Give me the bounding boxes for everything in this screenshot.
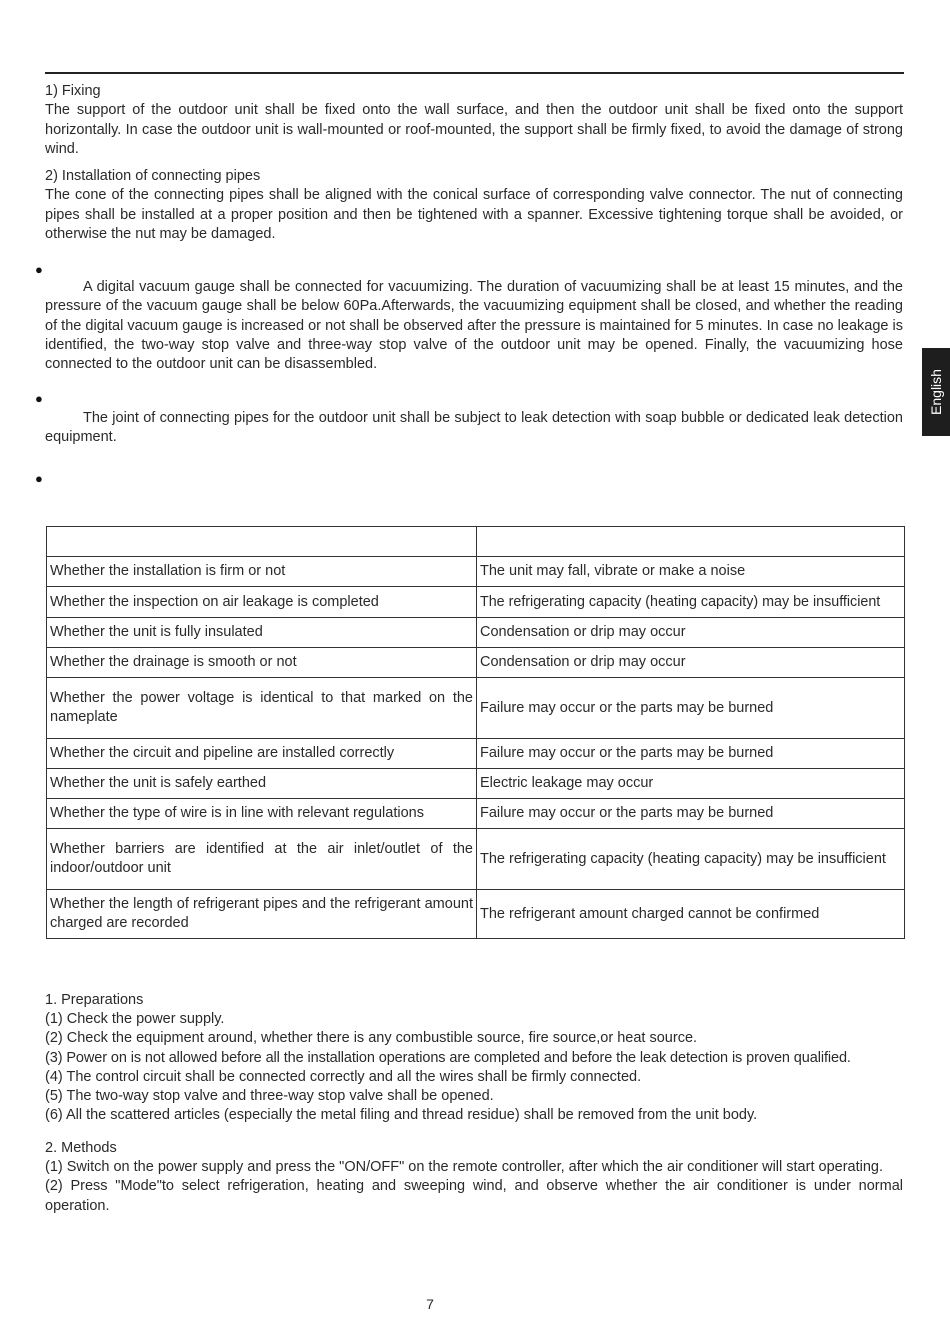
table-header-cell-consequence: [477, 527, 905, 557]
fixing-heading: 1) Fixing: [45, 83, 101, 99]
table-cell-item: Whether the power voltage is identical to that marked on the nameplate: [47, 678, 477, 739]
pipes-body: The cone of the connecting pipes shall be aligned with the conical surface of corresponding valve connector. The nut of connecting pipes shall be installed at a proper position and then be tightened with a spanner. Excessive tightening torque shall be avoided, or otherwise the nut may be damaged.: [45, 187, 903, 242]
leak-section: [45, 409, 903, 448]
list-item: (1) Check the power supply.: [45, 1011, 225, 1028]
table-cell-item: Whether the unit is safely earthed: [47, 769, 477, 799]
list-item: (3) Power on is not allowed before all the installation operations are completed and before the leak detection is proven qualified.: [45, 1049, 851, 1066]
table-cell-item: Whether the type of wire is in line with relevant regulations: [47, 799, 477, 829]
table-cell-item: Whether the circuit and pipeline are installed correctly: [47, 739, 477, 769]
list-item: (6) All the scattered articles (especially the metal filing and thread residue) shall be removed from the unit body.: [45, 1107, 758, 1124]
table-row: [47, 769, 905, 799]
table-row: [47, 799, 905, 829]
pipes-heading: 2) Installation of connecting pipes: [45, 168, 261, 184]
table-header-row: [47, 527, 905, 557]
table-cell-item: Whether the unit is fully insulated: [47, 618, 477, 648]
table-row: [47, 557, 905, 587]
vacuum-bullet: ●: [35, 262, 43, 277]
check-table: [46, 526, 905, 939]
table-header-cell-item: [47, 527, 477, 557]
table-cell-item: Whether the inspection on air leakage is completed: [47, 587, 477, 618]
vacuum-section: [45, 278, 903, 374]
table-row: [47, 829, 905, 890]
table-cell-item: Whether the length of refrigerant pipes and the refrigerant amount charged are recorded: [47, 890, 477, 939]
page-number: 7: [426, 1296, 434, 1312]
table-row: [47, 587, 905, 618]
list-item: (2) Press "Mode"to select refrigeration, heating and sweeping wind, and observe whether the air conditioner is under normal operation.: [45, 1178, 903, 1214]
leak-bullet: ●: [35, 391, 43, 406]
table-row: [47, 739, 905, 769]
table-cell-consequence: Failure may occur or the parts may be burned: [477, 799, 905, 829]
table-cell-item: Whether the drainage is smooth or not: [47, 648, 477, 678]
check-bullet: ●: [35, 471, 43, 486]
preparations-heading: 1. Preparations: [45, 992, 144, 1008]
leak-body: The joint of connecting pipes for the outdoor unit shall be subject to leak detection with soap bubble or dedicated leak detection equipment.: [45, 410, 903, 446]
table-cell-consequence: Failure may occur or the parts may be burned: [477, 678, 905, 739]
methods-heading: 2. Methods: [45, 1140, 117, 1156]
table-row: [47, 648, 905, 678]
language-tab: [922, 348, 950, 436]
methods-section: [45, 1139, 903, 1216]
table-cell-consequence: Electric leakage may occur: [477, 769, 905, 799]
fixing-body: The support of the outdoor unit shall be fixed onto the wall surface, and then the outdoor unit shall be fixed onto the support horizontally. In case the outdoor unit is wall-mounted or roof-mounted, the support shall be firmly fixed, to avoid the damage of strong wind.: [45, 102, 903, 157]
list-item: (5) The two-way stop valve and three-way stop valve shall be opened.: [45, 1088, 494, 1105]
table-row: [47, 618, 905, 648]
table-cell-consequence: Failure may occur or the parts may be burned: [477, 739, 905, 769]
list-item: (1) Switch on the power supply and press the "ON/OFF" on the remote controller, after which the air conditioner will start operating.: [45, 1159, 883, 1176]
table-row: [47, 678, 905, 739]
table-cell-consequence: The unit may fall, vibrate or make a noise: [477, 557, 905, 587]
table-row: [47, 890, 905, 939]
table-cell-item: Whether barriers are identified at the air inlet/outlet of the indoor/outdoor unit: [47, 829, 477, 890]
table-cell-consequence: Condensation or drip may occur: [477, 618, 905, 648]
table-cell-consequence: The refrigerating capacity (heating capacity) may be insufficient: [477, 587, 905, 618]
list-item: (2) Check the equipment around, whether there is any combustible source, fire source,or heat source.: [45, 1030, 698, 1047]
fixing-section: [45, 82, 903, 159]
table-cell-item: Whether the installation is firm or not: [47, 557, 477, 587]
header-rule: [45, 72, 904, 74]
list-item: (4) The control circuit shall be connected correctly and all the wires shall be firmly connected.: [45, 1068, 642, 1085]
table-cell-consequence: The refrigerating capacity (heating capacity) may be insufficient: [477, 829, 905, 890]
language-tab-label: English: [928, 369, 945, 415]
table-cell-consequence: Condensation or drip may occur: [477, 648, 905, 678]
preparations-section: [45, 991, 903, 1125]
vacuum-body: A digital vacuum gauge shall be connected for vacuumizing. The duration of vacuumizing shall be at least 15 minutes, and the pressure of the vacuum gauge shall be below 60Pa.Afterwards, the vacuumizing equipment shall be closed, and whether the reading of the digital vacuum gauge is increased or not shall be observed after the pressure is maintained for 5 minutes. In case no leakage is identified, the two-way stop valve and three-way stop valve of the outdoor unit may be opened. Finally, the vacuumizing hose connected to the outdoor unit can be disassembled.: [45, 279, 903, 373]
table-cell-consequence: The refrigerant amount charged cannot be confirmed: [477, 890, 905, 939]
pipes-section: [45, 167, 903, 244]
